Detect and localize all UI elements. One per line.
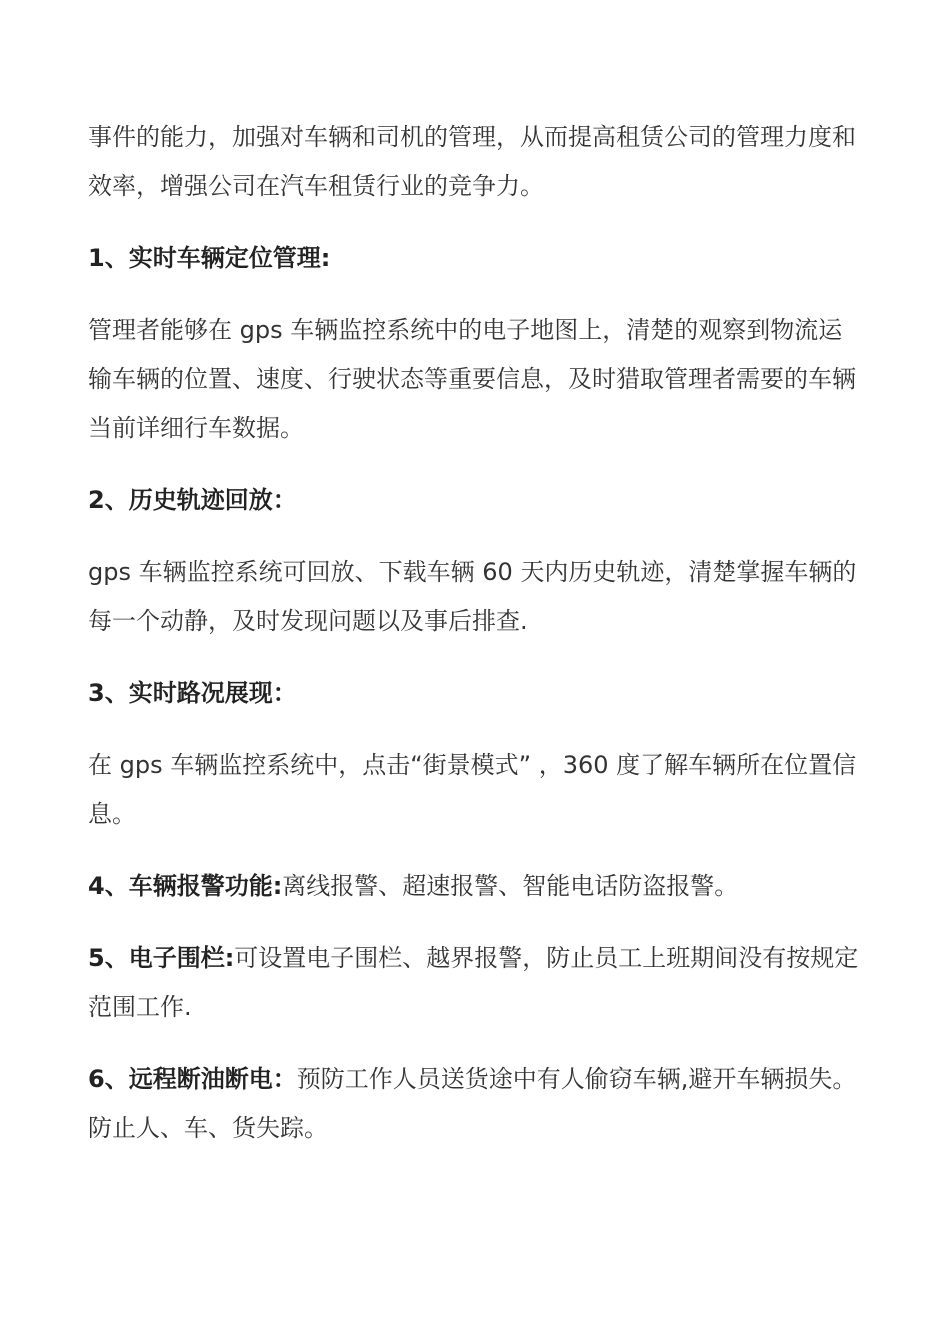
section-body-3: 在 gps 车辆监控系统中，点击“街景模式” ，360 度了解车辆所在位置信息。 bbox=[88, 751, 857, 828]
section-heading-6: 6、远程断油断电： bbox=[88, 1065, 297, 1093]
section-body-5: 可设置电子围栏、越界报警，防止员工上班期间没有按规定范围工作. bbox=[88, 944, 859, 1021]
section-body-4: 离线报警、超速报警、智能电话防盗报警。 bbox=[282, 872, 739, 900]
section-body-1: 管理者能够在 gps 车辆监控系统中的电子地图上，清楚的观察到物流运输车辆的位置、速度、行驶状态等重要信息，及时猎取管理者需要的车辆当前详细行车数据。 bbox=[88, 316, 856, 442]
section-body-2: gps 车辆监控系统可回放、下载车辆 60 天内历史轨迹，清楚掌握车辆的每一个动静，及时发现问题以及事后排查. bbox=[88, 558, 857, 635]
section-heading-2: 2、历史轨迹回放： bbox=[88, 486, 297, 514]
section-body-6: 预防工作人员送货途中有人偷窃车辆,避开车辆损失。防止人、车、货失踪。 bbox=[88, 1065, 857, 1142]
intro-paragraph: 事件的能力，加强对车辆和司机的管理，从而提高租赁公司的管理力度和效率，增强公司在汽车租赁行业的竞争力。 bbox=[88, 123, 856, 200]
document-body bbox=[88, 113, 863, 1176]
section-5 bbox=[88, 934, 863, 1032]
section-heading-5: 5、电子围栏: bbox=[88, 944, 235, 972]
section-6 bbox=[88, 1055, 863, 1153]
section-heading-1: 1、实时车辆定位管理: bbox=[88, 244, 331, 272]
section-4 bbox=[88, 862, 863, 911]
section-heading-3: 3、实时路况展现： bbox=[88, 679, 297, 707]
section-heading-4: 4、车辆报警功能: bbox=[88, 872, 283, 900]
